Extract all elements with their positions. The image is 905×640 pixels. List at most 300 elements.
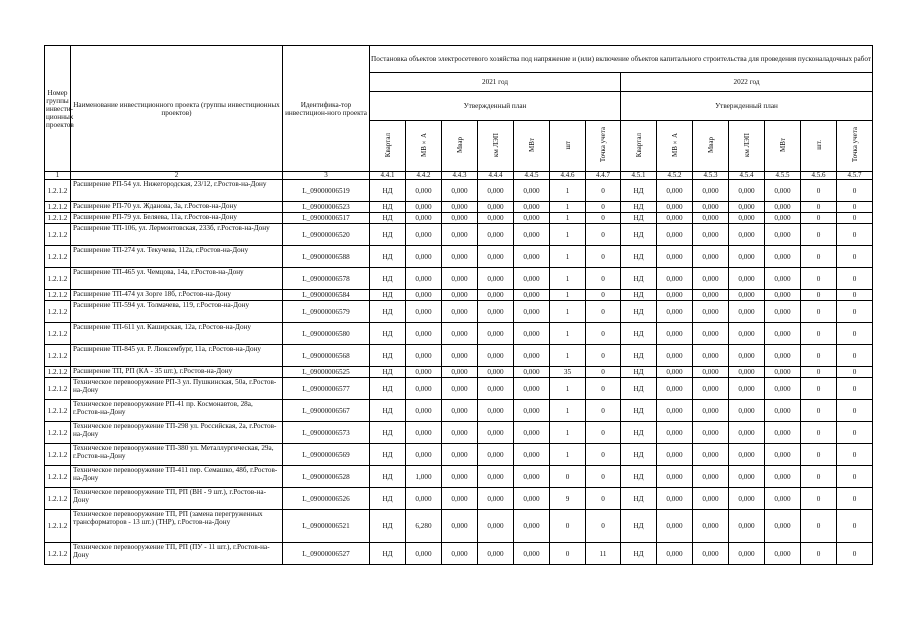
group-number-cell: 1.2.1.2	[45, 224, 71, 246]
table-row	[45, 268, 873, 290]
value-cell: 0,000	[406, 378, 442, 400]
value-cell: НД	[370, 378, 406, 400]
header-sub-label: Точка учета	[599, 127, 607, 163]
value-cell: 0	[550, 510, 586, 543]
value-cell: 0	[586, 290, 621, 301]
value-cell: 0	[586, 367, 621, 378]
value-cell: 0	[801, 367, 837, 378]
value-cell: 0,000	[765, 488, 801, 510]
value-cell: 0,000	[693, 180, 729, 202]
header-sub-label: МВ×А	[419, 133, 428, 157]
identifier-cell: L_09000006521	[283, 510, 370, 543]
project-name-cell: Техническое перевооружение ТП-380 ул. Металлургическая, 29а, г.Ростов-на-Дону	[71, 444, 283, 466]
value-cell: 0,000	[765, 213, 801, 224]
value-cell: 0	[586, 488, 621, 510]
value-cell: 0	[837, 301, 873, 323]
identifier-cell: L_09000006520	[283, 224, 370, 246]
value-cell: 0,000	[442, 510, 478, 543]
value-cell: 0,000	[478, 345, 514, 367]
value-cell: 0,000	[765, 345, 801, 367]
value-cell: НД	[370, 268, 406, 290]
header-sub-2-1	[621, 121, 657, 172]
column-number: 4.5.7	[837, 172, 873, 180]
value-cell: 0,000	[657, 246, 693, 268]
header-sub-1-6	[550, 121, 586, 172]
column-number: 4.5.4	[729, 172, 765, 180]
value-cell: 0	[586, 323, 621, 345]
value-cell: 0,000	[657, 224, 693, 246]
table-row	[45, 378, 873, 400]
value-cell: 0,000	[514, 202, 550, 213]
value-cell: 0,000	[693, 213, 729, 224]
value-cell: 0	[837, 323, 873, 345]
value-cell: 0	[837, 543, 873, 565]
value-cell: 0,000	[478, 378, 514, 400]
value-cell: 0	[550, 466, 586, 488]
value-cell: 0,000	[657, 400, 693, 422]
value-cell: 0	[837, 510, 873, 543]
table-row	[45, 290, 873, 301]
value-cell: 0,000	[765, 400, 801, 422]
value-cell: 1	[550, 400, 586, 422]
value-cell: 0	[837, 180, 873, 202]
value-cell: НД	[621, 268, 657, 290]
value-cell: 0	[586, 246, 621, 268]
table-row	[45, 444, 873, 466]
value-cell: 0,000	[765, 323, 801, 345]
header-sub-1-7	[586, 121, 621, 172]
value-cell: НД	[621, 367, 657, 378]
value-cell: НД	[370, 367, 406, 378]
value-cell: 0	[837, 422, 873, 444]
value-cell: 0,000	[478, 213, 514, 224]
column-number: 4.4.2	[406, 172, 442, 180]
value-cell: 0	[586, 444, 621, 466]
column-number: 1	[45, 172, 71, 180]
value-cell: НД	[621, 290, 657, 301]
value-cell: 0,000	[442, 202, 478, 213]
table-row	[45, 202, 873, 213]
table-row	[45, 213, 873, 224]
value-cell: 0,000	[514, 224, 550, 246]
value-cell: 0	[586, 510, 621, 543]
value-cell: НД	[370, 224, 406, 246]
value-cell: 0,000	[729, 444, 765, 466]
value-cell: НД	[370, 543, 406, 565]
identifier-cell: L_09000006519	[283, 180, 370, 202]
value-cell: 0,000	[657, 268, 693, 290]
identifier-cell: L_09000006577	[283, 378, 370, 400]
group-number-cell: 1.2.1.2	[45, 202, 71, 213]
table-row	[45, 301, 873, 323]
value-cell: 6,280	[406, 510, 442, 543]
value-cell: 0,000	[765, 543, 801, 565]
value-cell: 0,000	[442, 367, 478, 378]
value-cell: 0	[801, 323, 837, 345]
table-row	[45, 400, 873, 422]
value-cell: 0	[586, 422, 621, 444]
value-cell: НД	[621, 510, 657, 543]
value-cell: 0,000	[693, 422, 729, 444]
column-number: 4.5.3	[693, 172, 729, 180]
value-cell: 0,000	[406, 488, 442, 510]
project-name-cell: Техническое перевооружение ТП, РП (ПУ - 11 шт.), г.Ростов-на-Дону	[71, 543, 283, 565]
value-cell: 0,000	[514, 510, 550, 543]
value-cell: 0,000	[657, 301, 693, 323]
column-number: 4.4.4	[478, 172, 514, 180]
value-cell: 0,000	[657, 422, 693, 444]
value-cell: 0	[586, 268, 621, 290]
value-cell: 1	[550, 444, 586, 466]
value-cell: 0,000	[693, 224, 729, 246]
column-number: 4.4.6	[550, 172, 586, 180]
group-number-cell: 1.2.1.2	[45, 213, 71, 224]
value-cell: 0,000	[406, 268, 442, 290]
value-cell: 0,000	[657, 543, 693, 565]
value-cell: 0,000	[442, 488, 478, 510]
header-sub-2-2	[657, 121, 693, 172]
value-cell: 0	[586, 345, 621, 367]
header-sub-label: МВт	[778, 138, 787, 152]
group-number-cell: 1.2.1.2	[45, 268, 71, 290]
value-cell: 0,000	[442, 246, 478, 268]
value-cell: 0	[837, 268, 873, 290]
value-cell: 0,000	[514, 422, 550, 444]
value-cell: 0	[837, 290, 873, 301]
value-cell: НД	[370, 488, 406, 510]
value-cell: НД	[621, 180, 657, 202]
value-cell: 0,000	[765, 224, 801, 246]
value-cell: 0,000	[478, 367, 514, 378]
value-cell: НД	[621, 422, 657, 444]
value-cell: 0,000	[514, 488, 550, 510]
value-cell: НД	[621, 323, 657, 345]
table-row	[45, 466, 873, 488]
group-number-cell: 1.2.1.2	[45, 422, 71, 444]
project-name-cell: Расширение ТП-274 ул. Текучева, 112а, г.Ростов-на-Дону	[71, 246, 283, 268]
value-cell: 0	[837, 345, 873, 367]
value-cell: 1	[550, 224, 586, 246]
value-cell: НД	[621, 345, 657, 367]
value-cell: НД	[370, 213, 406, 224]
identifier-cell: L_09000006569	[283, 444, 370, 466]
project-name-cell: Расширение ТП-845 ул. Р. Люксембург, 11а, г.Ростов-на-Дону	[71, 345, 283, 367]
value-cell: 0	[837, 246, 873, 268]
identifier-cell: L_09000006523	[283, 202, 370, 213]
value-cell: 0,000	[729, 323, 765, 345]
value-cell: 0	[801, 510, 837, 543]
column-number: 3	[283, 172, 370, 180]
value-cell: 0,000	[729, 345, 765, 367]
value-cell: 0	[837, 400, 873, 422]
header-sub-label: Мвар	[706, 136, 715, 154]
value-cell: 0,000	[765, 268, 801, 290]
value-cell: 0	[801, 543, 837, 565]
header-approved-plan-2021: Утвержденный план	[370, 92, 621, 121]
value-cell: 0,000	[442, 301, 478, 323]
column-number: 4.5.6	[801, 172, 837, 180]
value-cell: 0,000	[693, 466, 729, 488]
value-cell: 0	[837, 488, 873, 510]
header-sub-label: Точка учета	[850, 127, 859, 163]
value-cell: 1	[550, 422, 586, 444]
value-cell: 0	[801, 301, 837, 323]
header-group-number: Номер группы инвести-ционных проектов	[45, 46, 71, 172]
table-row	[45, 345, 873, 367]
header-sub-2-7	[837, 121, 873, 172]
value-cell: 35	[550, 367, 586, 378]
value-cell: 0,000	[765, 180, 801, 202]
value-cell: 0	[801, 422, 837, 444]
value-cell: 0,000	[729, 488, 765, 510]
value-cell: 0,000	[729, 422, 765, 444]
table-row	[45, 488, 873, 510]
value-cell: 0	[586, 301, 621, 323]
value-cell: 0,000	[765, 202, 801, 213]
identifier-cell: L_09000006526	[283, 488, 370, 510]
group-number-cell: 1.2.1.2	[45, 323, 71, 345]
value-cell: 0,000	[514, 180, 550, 202]
value-cell: НД	[621, 301, 657, 323]
value-cell: 0,000	[514, 466, 550, 488]
value-cell: НД	[621, 213, 657, 224]
table-row	[45, 224, 873, 246]
column-number: 4.5.2	[657, 172, 693, 180]
project-name-cell: Расширение ТП-611 ул. Каширская, 12а, г.Ростов-на-Дону	[71, 323, 283, 345]
value-cell: 0,000	[442, 290, 478, 301]
header-sub-label: км ЛЭП	[742, 132, 751, 157]
value-cell: НД	[370, 301, 406, 323]
header-year-2022: 2022 год	[621, 73, 873, 92]
value-cell: 1	[550, 323, 586, 345]
value-cell: 0,000	[729, 180, 765, 202]
value-cell: 0,000	[406, 323, 442, 345]
column-number: 4.5.5	[765, 172, 801, 180]
value-cell: НД	[621, 202, 657, 213]
value-cell: 0	[801, 213, 837, 224]
value-cell: 1	[550, 268, 586, 290]
project-name-cell: Расширение РП-79 ул. Беляева, 11а, г.Ростов-на-Дону	[71, 213, 283, 224]
value-cell: 1	[550, 301, 586, 323]
value-cell: 0,000	[657, 213, 693, 224]
value-cell: 0,000	[442, 466, 478, 488]
value-cell: 0,000	[693, 444, 729, 466]
value-cell: 0,000	[478, 301, 514, 323]
value-cell: 0,000	[765, 378, 801, 400]
value-cell: 0,000	[478, 510, 514, 543]
identifier-cell: L_09000006573	[283, 422, 370, 444]
identifier-cell: L_09000006528	[283, 466, 370, 488]
value-cell: 0,000	[442, 345, 478, 367]
value-cell: НД	[370, 466, 406, 488]
group-number-cell: 1.2.1.2	[45, 400, 71, 422]
identifier-cell: L_09000006578	[283, 268, 370, 290]
value-cell: 0,000	[406, 301, 442, 323]
header-sub-label: Квартал	[383, 132, 392, 158]
value-cell: 0,000	[693, 378, 729, 400]
value-cell: 0	[801, 268, 837, 290]
group-number-cell: 1.2.1.2	[45, 378, 71, 400]
value-cell: 0,000	[693, 290, 729, 301]
column-number: 4.4.5	[514, 172, 550, 180]
value-cell: 0,000	[765, 290, 801, 301]
value-cell: 0,000	[478, 444, 514, 466]
value-cell: 0,000	[693, 400, 729, 422]
value-cell: 0,000	[657, 488, 693, 510]
value-cell: 0,000	[442, 268, 478, 290]
project-name-cell: Техническое перевооружение ТП-298 ул. Российская, 2а, г.Ростов-на-Дону	[71, 422, 283, 444]
value-cell: 0,000	[406, 367, 442, 378]
value-cell: 0,000	[406, 400, 442, 422]
value-cell: 0,000	[657, 466, 693, 488]
value-cell: 0,000	[406, 444, 442, 466]
header-sub-2-6	[801, 121, 837, 172]
column-number: 4.4.7	[586, 172, 621, 180]
value-cell: 0,000	[765, 246, 801, 268]
value-cell: 0,000	[657, 180, 693, 202]
column-number: 4.4.3	[442, 172, 478, 180]
header-identifier: Идентифика-тор инвестицион-ного проекта	[283, 46, 370, 172]
value-cell: 0,000	[442, 213, 478, 224]
value-cell: 0	[837, 367, 873, 378]
table-row	[45, 422, 873, 444]
value-cell: 0,000	[657, 323, 693, 345]
value-cell: 0,000	[478, 400, 514, 422]
table-row	[45, 246, 873, 268]
value-cell: 0,000	[765, 466, 801, 488]
project-name-cell: Расширение ТП-106, ул. Лермонтовская, 233б, г.Ростов-на-Дону	[71, 224, 283, 246]
value-cell: НД	[621, 543, 657, 565]
header-sub-label: Мвар	[455, 136, 464, 154]
identifier-cell: L_09000006568	[283, 345, 370, 367]
value-cell: 0	[837, 378, 873, 400]
header-sub-1-4	[478, 121, 514, 172]
value-cell: 0,000	[693, 488, 729, 510]
identifier-cell: L_09000006527	[283, 543, 370, 565]
table-row	[45, 367, 873, 378]
value-cell: 0	[586, 378, 621, 400]
value-cell: 0,000	[765, 510, 801, 543]
value-cell: 1,000	[406, 466, 442, 488]
identifier-cell: L_09000006517	[283, 213, 370, 224]
value-cell: 0,000	[657, 202, 693, 213]
value-cell: 1	[550, 213, 586, 224]
value-cell: 0,000	[478, 488, 514, 510]
value-cell: 0,000	[693, 510, 729, 543]
identifier-cell: L_09000006567	[283, 400, 370, 422]
value-cell: 0,000	[478, 466, 514, 488]
value-cell: 0,000	[514, 345, 550, 367]
group-number-cell: 1.2.1.2	[45, 367, 71, 378]
value-cell: 0	[837, 202, 873, 213]
group-number-cell: 1.2.1.2	[45, 290, 71, 301]
value-cell: 0,000	[514, 301, 550, 323]
value-cell: 1	[550, 246, 586, 268]
header-main-title: Постановка объектов электросетевого хозяйства под напряжение и (или) включение объектов капитального строительства для проведения пусконаладочных работ	[370, 46, 873, 73]
value-cell: 0,000	[729, 301, 765, 323]
value-cell: 0,000	[406, 213, 442, 224]
header-sub-label: Квартал	[634, 132, 643, 158]
value-cell: НД	[621, 378, 657, 400]
header-project-name: Наименование инвестиционного проекта (группы инвестиционных проектов)	[71, 46, 283, 172]
value-cell: 0	[801, 202, 837, 213]
value-cell: 0	[801, 180, 837, 202]
value-cell: 0,000	[729, 466, 765, 488]
value-cell: НД	[370, 422, 406, 444]
header-sub-label: шт.	[814, 140, 823, 150]
value-cell: 0,000	[729, 268, 765, 290]
value-cell: 0,000	[478, 268, 514, 290]
value-cell: 0,000	[406, 543, 442, 565]
project-name-cell: Расширение ТП, РП (КА - 35 шт.), г.Ростов-на-Дону	[71, 367, 283, 378]
value-cell: 0	[837, 466, 873, 488]
value-cell: 0,000	[478, 323, 514, 345]
identifier-cell: L_09000006525	[283, 367, 370, 378]
value-cell: НД	[370, 400, 406, 422]
value-cell: НД	[370, 246, 406, 268]
value-cell: 0,000	[442, 444, 478, 466]
header-sub-label: шт	[563, 140, 572, 150]
value-cell: 0	[837, 224, 873, 246]
value-cell: 1	[550, 378, 586, 400]
header-approved-plan-2022: Утвержденный план	[621, 92, 873, 121]
value-cell: 1	[550, 345, 586, 367]
value-cell: 0,000	[657, 367, 693, 378]
value-cell: НД	[370, 180, 406, 202]
value-cell: 0,000	[693, 345, 729, 367]
value-cell: 0,000	[514, 246, 550, 268]
header-sub-1-5	[514, 121, 550, 172]
value-cell: 0,000	[765, 301, 801, 323]
value-cell: 0,000	[442, 224, 478, 246]
value-cell: 0,000	[406, 224, 442, 246]
value-cell: 0,000	[478, 543, 514, 565]
value-cell: 0,000	[478, 246, 514, 268]
value-cell: 0,000	[729, 213, 765, 224]
value-cell: 0,000	[693, 202, 729, 213]
header-sub-label: МВ×А	[670, 133, 679, 157]
group-number-cell: 1.2.1.2	[45, 345, 71, 367]
project-name-cell: Техническое перевооружение РП-3 ул. Пушкинская, 50а, г.Ростов-на-Дону	[71, 378, 283, 400]
group-number-cell: 1.2.1.2	[45, 444, 71, 466]
value-cell: 0,000	[729, 246, 765, 268]
value-cell: 0,000	[406, 180, 442, 202]
value-cell: НД	[621, 246, 657, 268]
table-row	[45, 323, 873, 345]
column-number: 4.4.1	[370, 172, 406, 180]
table-row	[45, 543, 873, 565]
value-cell: 1	[550, 180, 586, 202]
value-cell: 1	[550, 290, 586, 301]
value-cell: 0,000	[514, 323, 550, 345]
value-cell: 0,000	[478, 202, 514, 213]
value-cell: 0,000	[765, 422, 801, 444]
value-cell: 0,000	[729, 400, 765, 422]
value-cell: 0	[801, 378, 837, 400]
project-name-cell: Техническое перевооружение РП-41 пр. Космонавтов, 28а, г.Ростов-на-Дону	[71, 400, 283, 422]
group-number-cell: 1.2.1.2	[45, 466, 71, 488]
value-cell: 0,000	[729, 510, 765, 543]
value-cell: НД	[370, 290, 406, 301]
value-cell: 0,000	[729, 378, 765, 400]
value-cell: 0	[586, 400, 621, 422]
value-cell: 0,000	[478, 180, 514, 202]
value-cell: 0,000	[729, 367, 765, 378]
value-cell: 0,000	[729, 290, 765, 301]
value-cell: 0,000	[406, 202, 442, 213]
value-cell: 0,000	[514, 213, 550, 224]
value-cell: 11	[586, 543, 621, 565]
